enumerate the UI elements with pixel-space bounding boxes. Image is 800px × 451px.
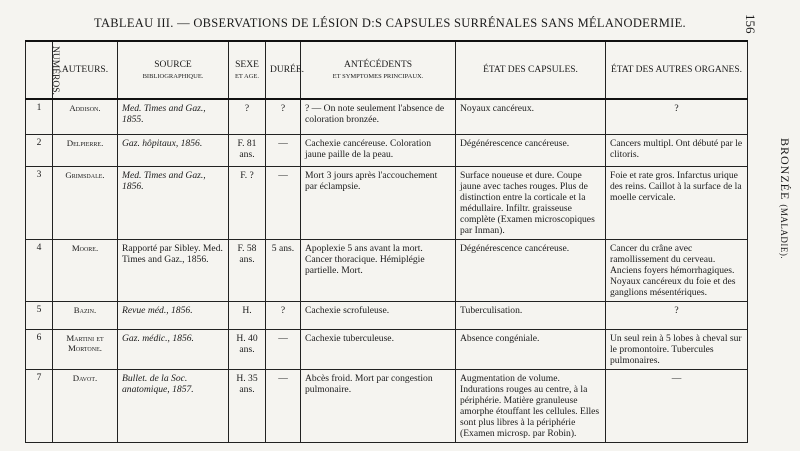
row-source: Med. Times and Gaz., 1856. (118, 166, 229, 239)
page-number: 156 (743, 14, 758, 34)
row-duree: — (266, 329, 301, 369)
row-number: 2 (26, 134, 53, 166)
row-number: 4 (26, 239, 53, 301)
header-source: SOURCE BIBLIOGRAPHIQUE. (118, 41, 229, 99)
row-capsules: Augmentation de volume. Indurations rouges au centre, à la périphérie. Matière granuleuse amorphe étouffant les cellules. Elles sont plus libres à la périphérie (Examen microsp. par Robin). (456, 369, 606, 442)
page-title: TABLEAU III. — OBSERVATIONS DE LÉSION D:S CAPSULES SURRÉNALES SANS MÉLANODERMIE. (94, 16, 686, 30)
row-capsules: Dégénérescence cancéreuse. (456, 134, 606, 166)
header-sexe: SEXE ET AGE. (229, 41, 266, 99)
row-number: 5 (26, 301, 53, 329)
row-duree: — (266, 134, 301, 166)
row-auteur: Martini et Mortone. (53, 329, 118, 369)
table-row (26, 329, 748, 369)
row-auteur: Grimsdale. (53, 166, 118, 239)
header-capsules: ÉTAT DES CAPSULES. (456, 41, 606, 99)
row-antecedents: Cachexie tuberculeuse. (301, 329, 456, 369)
row-source: Med. Times and Gaz., 1855. (118, 99, 229, 134)
row-capsules: Dégénérescence cancéreuse. (456, 239, 606, 301)
row-organes: Foie et rate gros. Infarctus urique des reins. Caillot à la surface de la moelle cervicale. (606, 166, 748, 239)
row-sexe: H. 40 ans. (229, 329, 266, 369)
row-capsules: Surface noueuse et dure. Coupe jaune avec taches rouges. Plus de distinction entre la corticale et la médullaire. Infiltr. graisseuse complète (Examen microscopiques par Inman). (456, 166, 606, 239)
row-number: 7 (26, 369, 53, 442)
row-sexe: H. (229, 301, 266, 329)
row-source: Rapporté par Sibley. Med. Times and Gaz., 1856. (118, 239, 229, 301)
running-head-title: BRONZÉE (778, 138, 792, 201)
row-organes: Cancer du crâne avec ramollissement du cerveau. Anciens foyers hémorrhagiques. Noyaux cancéreux du foie et des ganglions mésentériques. (606, 239, 748, 301)
table-row (26, 134, 748, 166)
row-organes: ? (606, 99, 748, 134)
table-row (26, 99, 748, 134)
header-duree: DURÉE. (266, 41, 301, 99)
table-row (26, 166, 748, 239)
row-organes: Un seul rein à 5 lobes à cheval sur le promontoire. Tubercules pulmonaires. (606, 329, 748, 369)
table-row (26, 369, 748, 442)
row-antecedents: Abcès froid. Mort par congestion pulmonaire. (301, 369, 456, 442)
row-organes: — (606, 369, 748, 442)
header-row (26, 41, 748, 99)
row-sexe: ? (229, 99, 266, 134)
row-number: 3 (26, 166, 53, 239)
row-duree: ? (266, 301, 301, 329)
observations-table (25, 40, 748, 443)
header-antecedents: ANTÉCÉDENTS ET SYMPTOMES PRINCIPAUX. (301, 41, 456, 99)
row-source: Bullet. de la Soc. anatomique, 1857. (118, 369, 229, 442)
row-source: Gaz. hôpitaux, 1856. (118, 134, 229, 166)
row-sexe: F. 81 ans. (229, 134, 266, 166)
row-sexe: F. 58 ans. (229, 239, 266, 301)
row-source: Gaz. médic., 1856. (118, 329, 229, 369)
row-organes: ? (606, 301, 748, 329)
row-auteur: Moore. (53, 239, 118, 301)
row-auteur: Addison. (53, 99, 118, 134)
row-antecedents: Apoplexie 5 ans avant la mort. Cancer thoracique. Hémiplégie partielle. Mort. (301, 239, 456, 301)
row-sexe: F. ? (229, 166, 266, 239)
row-number: 6 (26, 329, 53, 369)
running-head (777, 138, 792, 259)
row-duree: — (266, 369, 301, 442)
row-antecedents: Cachexie cancéreuse. Coloration jaune paille de la peau. (301, 134, 456, 166)
header-auteurs: AUTEURS. (53, 41, 118, 99)
header-numeros: NUMÉROS. (26, 41, 53, 99)
running-head-sub: (MALADIE). (779, 204, 789, 260)
row-auteur: Davot. (53, 369, 118, 442)
row-duree: 5 ans. (266, 239, 301, 301)
row-capsules: Tuberculisation. (456, 301, 606, 329)
row-number: 1 (26, 99, 53, 134)
row-duree: ? (266, 99, 301, 134)
header-organes: ÉTAT DES AUTRES ORGANES. (606, 41, 748, 99)
row-organes: Cancers multipl. Ont débuté par le clitoris. (606, 134, 748, 166)
row-duree: — (266, 166, 301, 239)
row-antecedents: Cachexie scrofuleuse. (301, 301, 456, 329)
row-capsules: Noyaux cancéreux. (456, 99, 606, 134)
table-row (26, 239, 748, 301)
row-antecedents: Mort 3 jours après l'accouchement par éclampsie. (301, 166, 456, 239)
row-antecedents: ? — On note seulement l'absence de coloration bronzée. (301, 99, 456, 134)
table-row (26, 301, 748, 329)
row-source: Revue méd., 1856. (118, 301, 229, 329)
row-sexe: H. 35 ans. (229, 369, 266, 442)
row-auteur: Delpierre. (53, 134, 118, 166)
row-auteur: Bazin. (53, 301, 118, 329)
row-capsules: Absence congéniale. (456, 329, 606, 369)
